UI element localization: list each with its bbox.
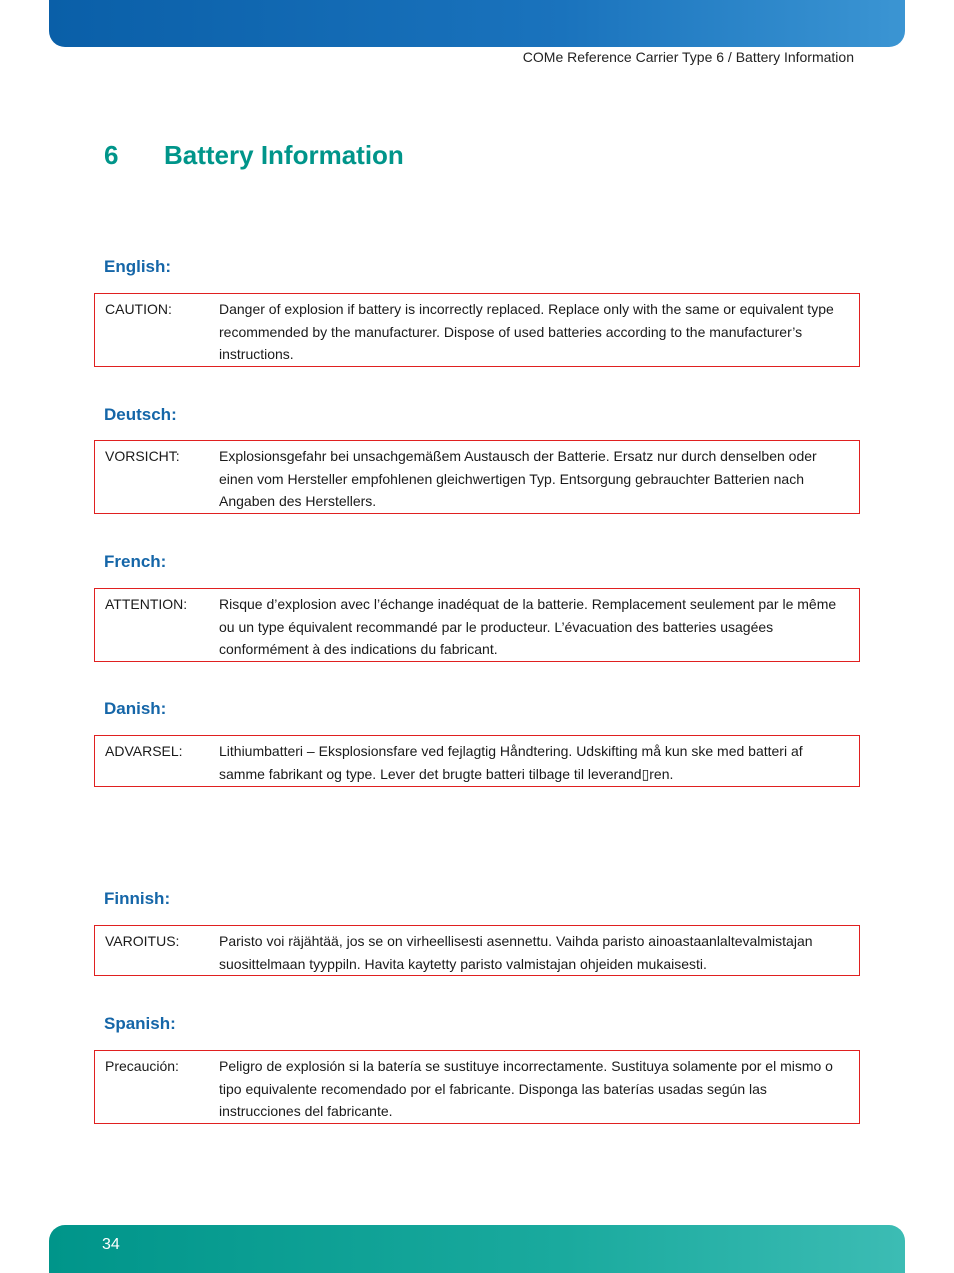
warning-box-french	[94, 588, 860, 662]
language-heading-french: French:	[104, 552, 167, 571]
warning-label: VORSICHT:	[105, 448, 180, 464]
page-number: 34	[102, 1236, 120, 1253]
warning-box-english	[94, 293, 860, 367]
warning-text: Explosionsgefahr bei unsachgemäßem Austausch der Batterie. Ersatz nur durch denselben oder einen vom Hersteller empfohlenen gleichwertigen Typ. Entsorgung gebrauchter Batterien nach Angaben des Herstellers.	[219, 448, 817, 509]
language-heading-english: English:	[104, 257, 172, 276]
chapter-title: Battery Information	[164, 140, 404, 170]
chapter-heading	[104, 140, 404, 171]
language-heading-spanish: Spanish:	[104, 1014, 176, 1033]
warning-box-finnish	[94, 925, 860, 976]
warning-label: VAROITUS:	[105, 933, 180, 949]
running-header: COMe Reference Carrier Type 6 / Battery Information	[522, 49, 854, 65]
warning-text: Danger of explosion if battery is incorrectly replaced. Replace only with the same or equivalent type recommended by the manufacturer. Dispose of used batteries according to the manufacturer’s instructions.	[219, 301, 834, 362]
warning-label: ADVARSEL:	[105, 743, 183, 759]
warning-label: ATTENTION:	[105, 596, 188, 612]
language-heading-deutsch: Deutsch:	[104, 405, 177, 424]
warning-text: Paristo voi räjähtää, jos se on virheellisesti asennettu. Vaihda paristo ainoastaanlaltevalmistajan suosittelmaan tyyppiln. Havita kaytetty paristo valmistajan ohjeiden mukaisesti.	[219, 933, 813, 972]
warning-box-spanish	[94, 1050, 860, 1124]
language-heading-finnish: Finnish:	[104, 889, 171, 908]
language-heading-danish: Danish:	[104, 699, 167, 718]
chapter-number: 6	[104, 140, 119, 170]
warning-box-deutsch	[94, 440, 860, 514]
top-banner	[49, 0, 905, 47]
warning-text: Lithiumbatteri – Eksplosionsfare ved fejlagtig Håndtering. Udskifting må kun ske med batteri af samme fabrikant og type. Lever det brugte batteri tilbage til leverand▯ren.	[219, 743, 803, 782]
warning-label: Precaución:	[105, 1058, 179, 1074]
warning-text: Peligro de explosión si la batería se sustituye incorrectamente. Sustituya solamente por el mismo o tipo equivalente recomendado por el fabricante. Disponga las baterías usadas según las instrucciones del fabricante.	[219, 1058, 833, 1119]
warning-box-danish	[94, 735, 860, 787]
warning-label: CAUTION:	[105, 301, 172, 317]
footer-banner	[49, 1225, 905, 1273]
warning-text: Risque d’explosion avec l’échange inadéquat de la batterie. Remplacement seulement par le même ou un type équivalent recommandé par le producteur. L’évacuation des batteries usagées conformément à des indications du fabricant.	[219, 596, 837, 657]
